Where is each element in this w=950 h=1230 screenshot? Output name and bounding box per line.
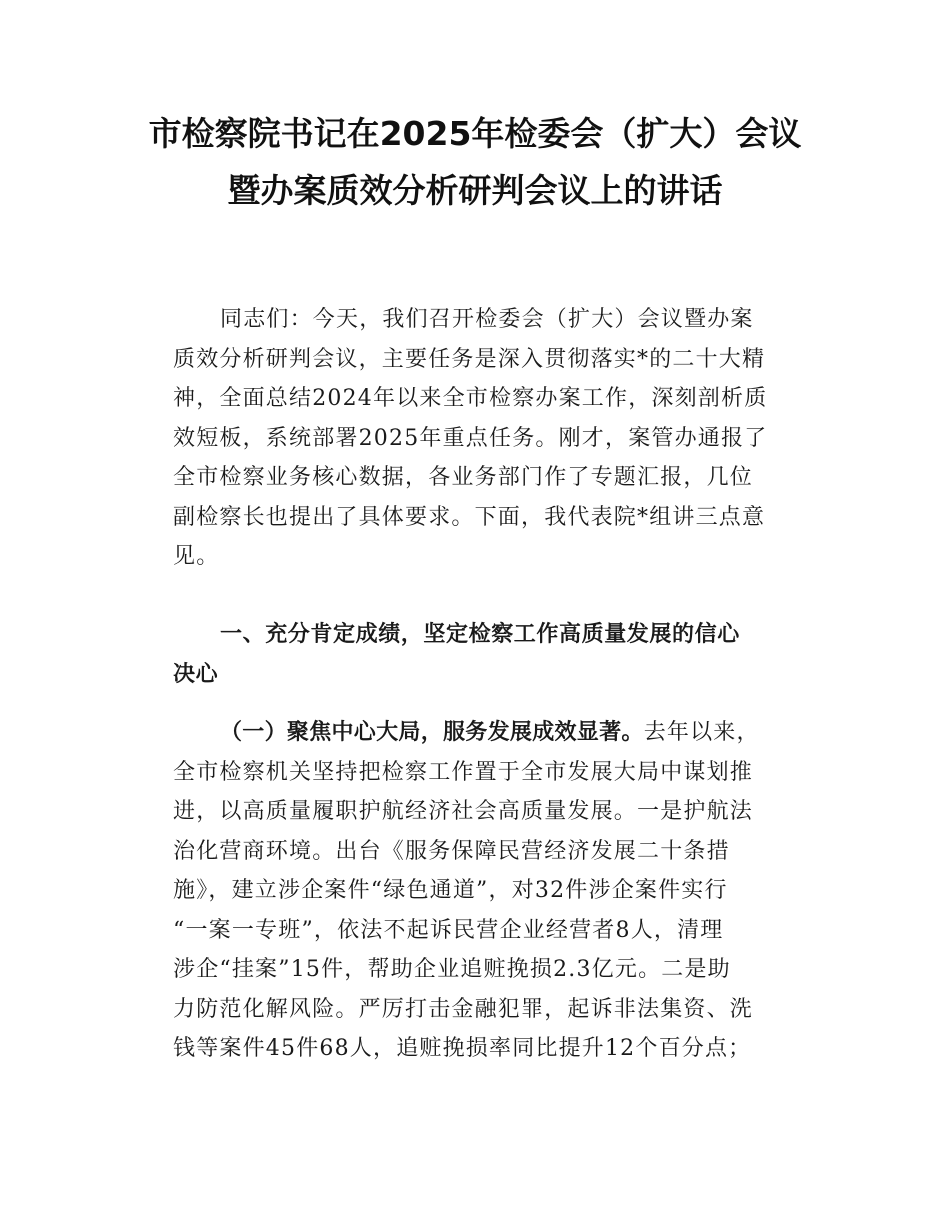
subsection-line: 施》，建立涉企案件“绿色通道”，对32件涉企案件实行 [173,878,728,903]
subsection-line: “一案一专班”，依法不起诉民营企业经营者8人，清理 [173,917,724,943]
section-1-heading [173,615,805,694]
subsection-line: 力防范化解风险。严厉打击金融犯罪，起诉非法集资、洗 [173,996,754,1022]
subsection-lead: （一）聚焦中心大局，服务发展成效显著。 [220,720,644,745]
intro-line: 见。 [173,544,220,569]
subsection-line: 全市检察机关坚持把检察工作置于全市发展大局中谋划推 [173,759,754,785]
intro-line: 质效分析研判会议，主要任务是深入贯彻落实*的二十大精 [173,346,766,372]
intro-line: 全市检察业务核心数据，各业务部门作了专题汇报，几位 [173,465,754,490]
subsection-line: 涉企“挂案”15件，帮助企业追赃挽损2.3亿元。二是助 [173,957,731,982]
document-title-line-1: 市检察院书记在2025年检委会（扩大）会议 [148,114,802,153]
subsection-line: 治化营商环境。出台《服务保障民营经济发展二十条措 [173,838,730,864]
intro-line: 效短板，系统部署2025年重点任务。刚才，案管办通报了 [173,425,768,451]
intro-paragraph [173,300,805,577]
intro-line: 神，全面总结2024年以来全市检察办案工作，深刻剖析质 [173,386,768,411]
intro-line: 同志们：今天，我们召开检委会（扩大）会议暨办案 [220,307,754,332]
section-heading-line: 一、充分肯定成绩，坚定检察工作高质量发展的信心 [220,622,740,647]
subsection-lead-tail: 去年以来， [643,720,760,745]
intro-line: 副检察长也提出了具体要求。下面，我代表院*组讲三点意 [173,504,766,530]
subsection-first-line [173,713,805,753]
document-title-line-2: 暨办案质效分析研判会议上的讲话 [227,171,723,210]
subsection-1-paragraph [173,713,805,1069]
subsection-line: 进，以高质量履职护航经济社会高质量发展。一是护航法 [173,799,754,824]
section-heading-line: 决心 [173,661,219,687]
subsection-line: 钱等案件45件68人，追赃挽损率同比提升12个百分点； [173,1036,752,1061]
